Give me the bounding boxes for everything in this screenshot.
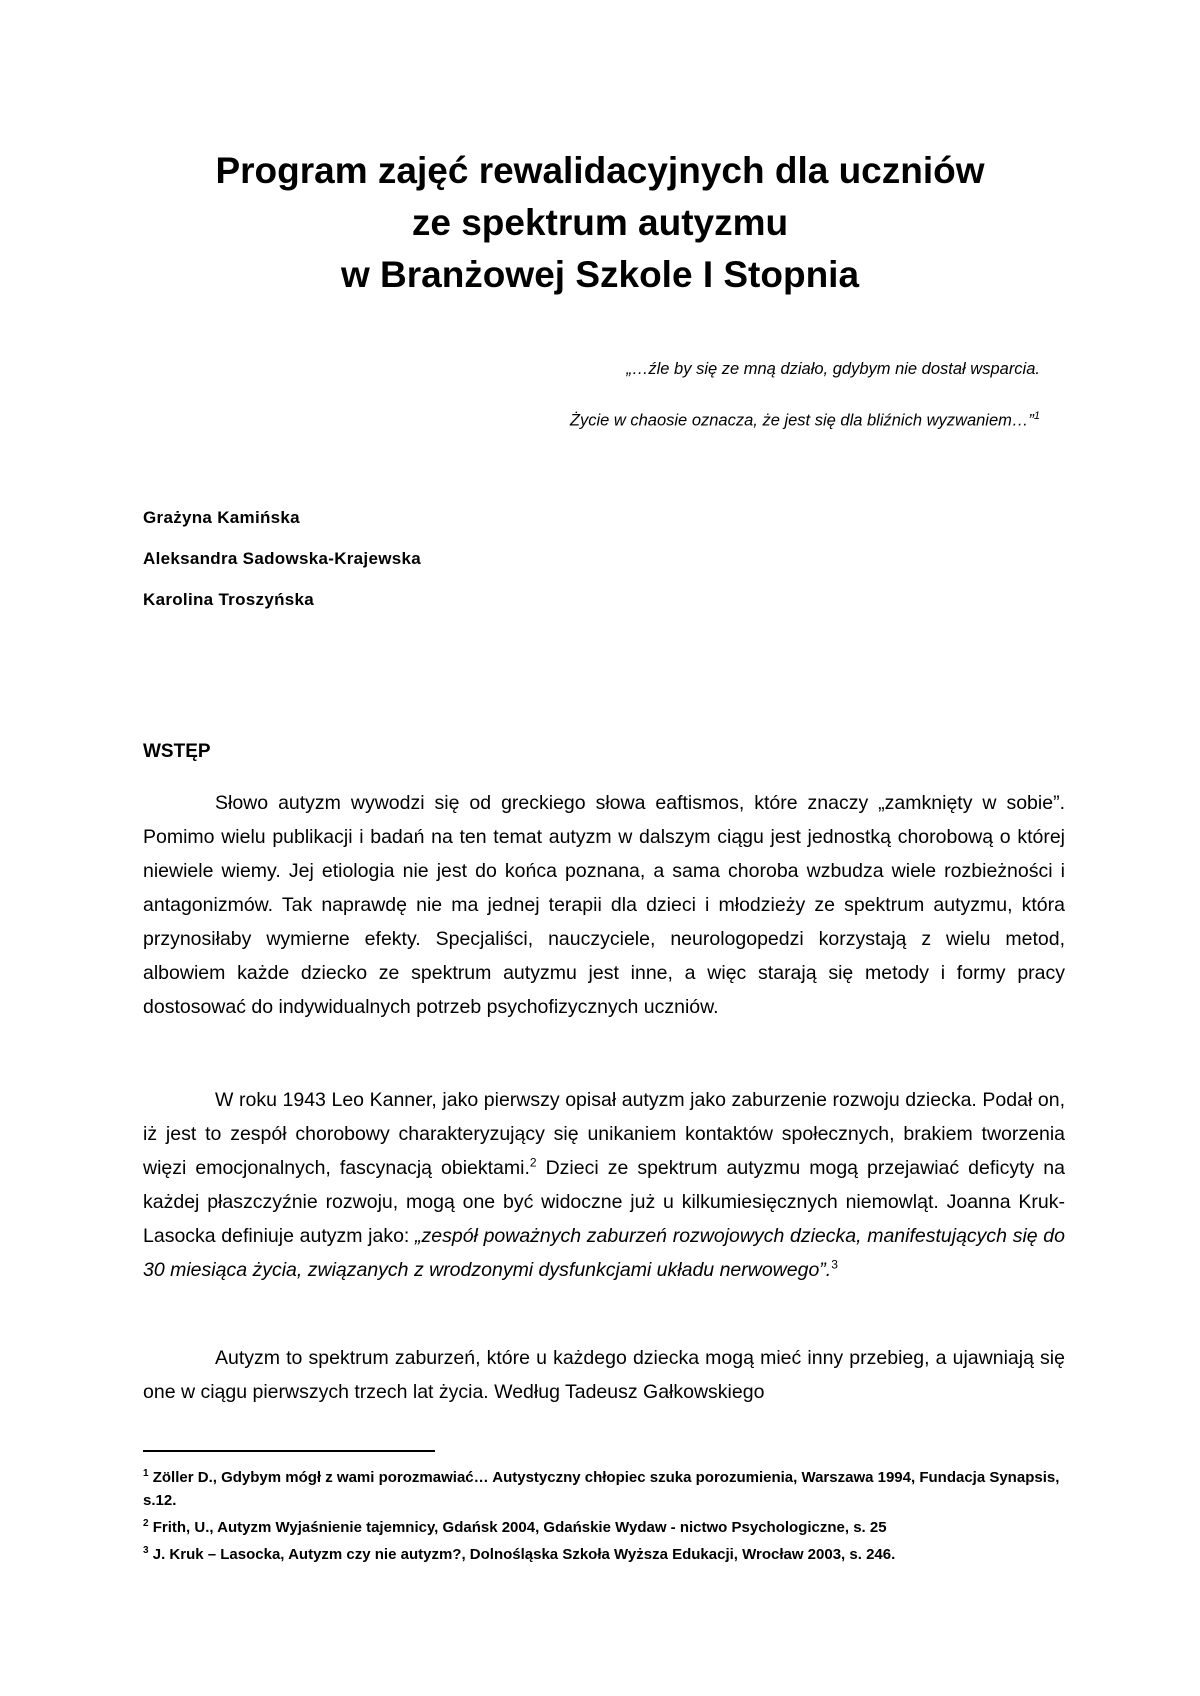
- paragraph-1: Słowo autyzm wywodzi się od greckiego słowa eaftismos, które znaczy „zamknięty w sobie”. Pomimo wielu publikacji i badań na ten temat autyzm w dalszym ciągu jest jednostką chorobową o której niewiele wiemy. Jej etiologia nie jest do końca poznana, a sama choroba wzbudza wiele rozbieżności i antagonizmów. Tak naprawdę nie ma jednej terapii dla dzieci i młodzieży ze spektrum autyzmu, która przynosiłaby wymierne efekty. Specjaliści, nauczyciele, neurologopedzi korzystają z wielu metod, albowiem każde dziecko ze spektrum autyzmu jest inne, a więc starają się metody i formy pracy dostosować do indywidualnych potrzeb psychofizycznych uczniów.: [143, 792, 1065, 1018]
- footnotes: [143, 1462, 1073, 1566]
- paragraph-2-part-b: Dzieci ze spektrum autyzmu mogą przejawiać deficyty na każdej płaszczyźnie rozwoju, mogą one być widoczne już u kilkumiesięcznych niemowląt. Joanna Kruk- Lasocka definiuje autyzm jako:: [143, 1157, 1065, 1247]
- paragraph-2: [143, 1083, 1065, 1287]
- footnote-2-number: 2: [143, 1518, 149, 1529]
- title-line-1: Program zajęć rewalidacyjnych dla uczniów: [215, 150, 985, 191]
- footnote-1: [143, 1462, 1073, 1512]
- title-line-2: ze spektrum autyzmu: [411, 202, 789, 243]
- epigraph-footnote-ref[interactable]: 1: [1033, 410, 1040, 422]
- epigraph-line-1: [500, 360, 1040, 379]
- epigraph-line-2: [500, 410, 1040, 431]
- footnote-1-text: Zöller D., Gdybym mógł z wami porozmawiać… Autystyczny chłopiec szuka porozumienia, Warszawa 1994, Fundacja Synapsis, s.12.: [143, 1469, 1060, 1509]
- footnote-ref-2[interactable]: 2: [529, 1155, 537, 1170]
- footnote-3-number: 3: [143, 1545, 149, 1556]
- epigraph-text-1: „…źle by się ze mną działo, gdybym nie dostał wsparcia.: [626, 360, 1040, 378]
- author-1: Grażyna Kamińska: [143, 508, 300, 527]
- footnote-ref-3[interactable]: 3: [831, 1257, 838, 1272]
- footnote-3: [143, 1539, 1073, 1566]
- footnote-2: [143, 1512, 1073, 1539]
- epigraph-text-2: Życie w chaosie oznacza, że jest się dla bliźnich wyzwaniem…”: [569, 411, 1034, 430]
- section-heading: WSTĘP: [143, 741, 211, 762]
- title-line-3: w Branżowej Szkole I Stopnia: [340, 254, 860, 295]
- footnote-divider: [143, 1450, 435, 1452]
- paragraph-3: Autyzm to spektrum zaburzeń, które u każdego dziecka mogą mieć inny przebieg, a ujawniają się one w ciągu pierwszych trzech lat życia. Według Tadeusz Gałkowskiego: [143, 1347, 1065, 1403]
- footnote-2-text: Frith, U., Autyzm Wyjaśnienie tajemnicy, Gdańsk 2004, Gdańskie Wydaw - nictwo Psychologiczne, s. 25: [148, 1519, 887, 1536]
- paragraph-2-quote: „zespół poważnych zaburzeń rozwojowych dziecka, manifestujących się do 30 miesiąca życia, związanych z wrodzonymi dysfunkcjami układu nerwowego”.: [143, 1225, 1065, 1281]
- footnote-1-number: 1: [143, 1468, 149, 1479]
- authors-list: [143, 508, 421, 631]
- author-3: Karolina Troszyńska: [143, 590, 315, 609]
- paragraph-2-part-a: W roku 1943 Leo Kanner, jako pierwszy opisał autyzm jako zaburzenie rozwoju dziecka. Podał on, iż jest to zespół chorobowy charakteryzujący się unikaniem kontaktów społecznych, brakiem tworzenia więzi emocjonalnych, fascynacją obiektami.: [143, 1089, 1065, 1179]
- author-2: Aleksandra Sadowska-Krajewska: [143, 549, 422, 568]
- footnote-3-text: J. Kruk – Lasocka, Autyzm czy nie autyzm?, Dolnośląska Szkoła Wyższa Edukacji, Wrocław 2003, s. 246.: [148, 1546, 896, 1563]
- document-title: [0, 145, 1200, 301]
